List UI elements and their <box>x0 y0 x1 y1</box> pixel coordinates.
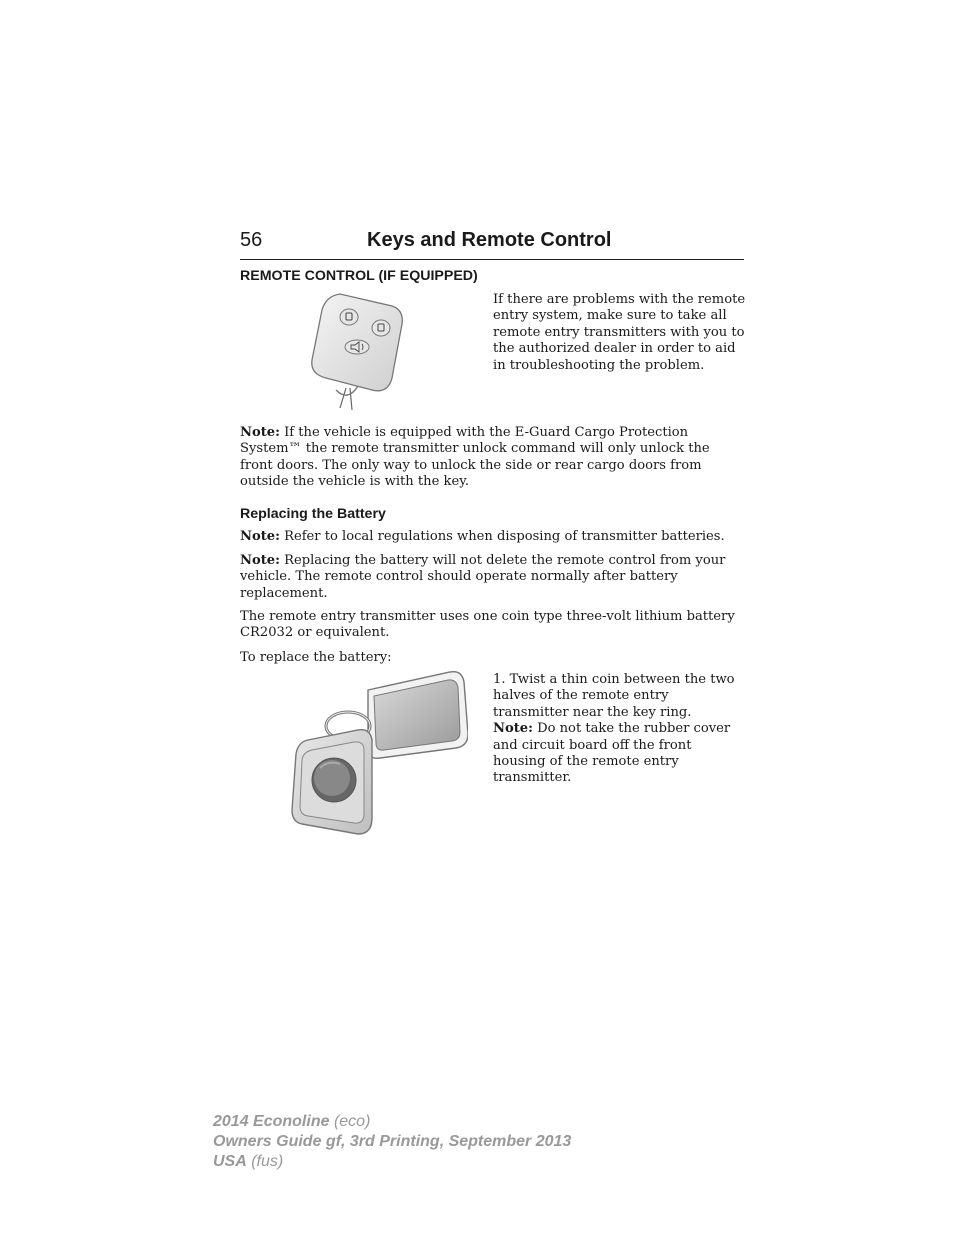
note-label: Note: <box>240 553 280 568</box>
note-label: Note: <box>240 425 280 440</box>
chapter-title: Keys and Remote Control <box>367 229 612 251</box>
battery-type-paragraph: The remote entry transmitter uses one coin type three-volt lithium battery CR2032 or equivalent. <box>240 609 735 641</box>
opened-transmitter-illustration <box>288 668 468 838</box>
intro-paragraph: If there are problems with the remote entry system, make sure to take all remote entry transmitters with you to the authorized dealer in order to aid in troubleshooting the problem. <box>493 292 746 373</box>
disposal-note <box>240 529 744 545</box>
footer-market-code: (fus) <box>246 1153 284 1170</box>
step-1-note-text: Do not take the rubber cover and circuit board off the front housing of the remote entry transmitter. <box>493 721 731 786</box>
to-replace-paragraph: To replace the battery: <box>240 650 392 665</box>
page-footer <box>213 1112 571 1172</box>
eguard-note <box>240 425 744 491</box>
note-label: Note: <box>240 529 280 544</box>
footer-market: USA <box>213 1153 247 1170</box>
page-header <box>240 229 744 260</box>
footer-model-code: (eco) <box>329 1113 371 1130</box>
note-label: Note: <box>493 721 533 737</box>
footer-line-3 <box>213 1152 571 1172</box>
note-text: If the vehicle is equipped with the E-Guard Cargo Protection System™ the remote transmitter unlock command will only unlock the front doors. The only way to unlock the side or rear cargo doors from outside the vehicle is with the key. <box>240 425 710 490</box>
step-1 <box>493 672 747 787</box>
page-number: 56 <box>240 229 263 251</box>
footer-guide-info: Owners Guide gf, 3rd Printing, September 2013 <box>213 1133 572 1150</box>
step-1-text: 1. Twist a thin coin between the two halves of the remote entry transmitter near the key ring. <box>493 672 735 720</box>
section-title: REMOTE CONTROL (IF EQUIPPED) <box>240 268 478 284</box>
subsection-title: Replacing the Battery <box>240 506 386 522</box>
note-text: Replacing the battery will not delete the remote control from your vehicle. The remote control should operate normally after battery replacement. <box>240 553 726 601</box>
footer-line-1 <box>213 1112 571 1132</box>
footer-model: 2014 Econoline <box>213 1113 330 1130</box>
note-text: Refer to local regulations when disposing of transmitter batteries. <box>279 529 725 544</box>
remote-fob-illustration <box>300 290 410 412</box>
replacement-note <box>240 553 744 602</box>
footer-line-2 <box>213 1132 571 1152</box>
